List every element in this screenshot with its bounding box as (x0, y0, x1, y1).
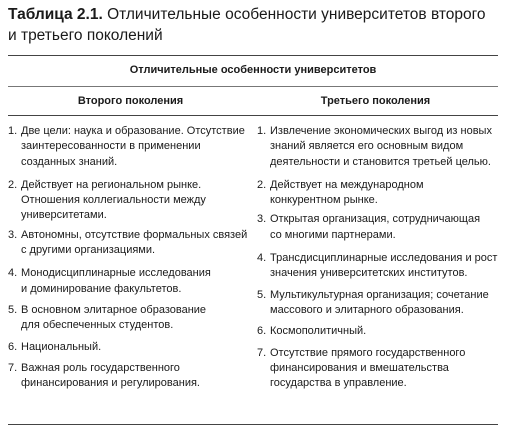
item-number: 7. (257, 346, 267, 359)
item-text-line: финансирования и вмешательства (270, 361, 449, 374)
list-item (8, 266, 250, 297)
item-text-line: Открытая организация, сотрудничающая (270, 213, 481, 226)
item-text-line: деятельности и становится третьей целью. (270, 155, 491, 168)
item-number: 1. (8, 125, 18, 137)
list-item (8, 303, 250, 334)
item-number: 1. (257, 125, 267, 137)
list-item (257, 124, 498, 170)
item-number: 5. (257, 288, 267, 301)
item-text-line: Две цели: наука и образование. Отсутствие (21, 125, 245, 137)
list-item (8, 340, 250, 355)
span-header: Отличительные особенности университетов (129, 64, 377, 76)
item-text-line: Важная роль государственного (21, 361, 180, 374)
item-text (21, 266, 250, 297)
item-text-line: для обеспеченных студентов. (21, 319, 174, 332)
item-number: 2. (257, 178, 267, 191)
item-text (270, 288, 498, 319)
table-bottom-rule (8, 424, 498, 425)
item-text (270, 178, 498, 209)
item-text-line: Извлечение экономических выгод из новых (270, 125, 492, 137)
item-text-line: финансирования и регулирования. (21, 377, 200, 390)
list-item (8, 178, 250, 224)
item-text-line: Отношения коллегиальности между (21, 194, 206, 207)
table-caption (8, 4, 498, 46)
item-text-line: массового и элитарного образования. (270, 303, 464, 316)
column-header-third-generation: Третьего поколения (320, 95, 431, 107)
item-number: 4. (8, 267, 18, 280)
caption-line-1 (8, 4, 498, 25)
item-text (21, 124, 250, 170)
item-number: 6. (8, 340, 18, 353)
caption-label: Таблица 2.1. (8, 6, 103, 23)
list-item (257, 212, 498, 243)
item-number: 6. (257, 325, 267, 338)
item-text-line: знаний является его основным видом (270, 140, 464, 153)
item-text-line: Автономны, отсутствие формальных связей (21, 228, 248, 241)
list-item (8, 124, 250, 170)
item-text-line: и доминирование факультетов. (21, 282, 182, 295)
item-text (21, 178, 250, 224)
item-text-line: Действует на международном (270, 178, 424, 191)
item-text-line: Отсутствие прямого государственного (270, 346, 466, 359)
item-text-line: с другими организациями. (21, 244, 156, 257)
item-text-line: значения университетских институтов. (270, 267, 468, 280)
item-number: 2. (8, 178, 18, 191)
item-text (21, 340, 250, 355)
list-item (257, 324, 498, 339)
item-text-line: Космополитичный. (270, 325, 367, 338)
caption-text-line-2: и третьего поколений (8, 27, 163, 44)
column-third-generation (257, 124, 498, 391)
list-item (257, 346, 498, 392)
item-number: 5. (8, 303, 18, 316)
item-text (21, 303, 250, 334)
column-second-generation (8, 124, 250, 391)
list-item (257, 178, 498, 209)
item-text-line: созданных знаний. (21, 155, 118, 168)
table-top-rule (8, 55, 498, 56)
item-text-line: заинтересованности в применении (21, 140, 201, 153)
item-text-line: Монодисциплинарные исследования (21, 267, 211, 280)
item-text (270, 124, 498, 170)
column-header-second-generation: Второго поколения (77, 95, 184, 107)
item-text-line: Действует на региональном рынке. (21, 178, 202, 191)
item-text-line: университетами. (21, 209, 107, 222)
item-text-line: Трансдисциплинарные исследования и рост (270, 252, 498, 265)
caption-text-line-1: Отличительные особенности университетов второго (107, 6, 486, 23)
item-text (270, 346, 498, 392)
item-number: 3. (257, 213, 267, 226)
item-text-line: Мультикультурная организация; сочетание (270, 288, 489, 301)
item-number: 7. (8, 361, 18, 374)
item-text (270, 324, 498, 339)
list-item (257, 288, 498, 319)
list-item (8, 361, 250, 392)
item-text-line: конкурентном рынке. (270, 194, 378, 207)
item-text (21, 228, 250, 259)
item-text-line: Национальный. (21, 340, 102, 353)
item-text (270, 251, 498, 282)
item-text-line: государства в управление. (270, 377, 407, 390)
list-item (8, 228, 250, 259)
item-number: 3. (8, 228, 18, 241)
list-item (257, 251, 498, 282)
item-text (21, 361, 250, 392)
item-text-line: В основном элитарное образование (21, 303, 207, 316)
item-text-line: со многими партнерами. (270, 228, 396, 241)
header-bottom-rule (8, 115, 498, 116)
item-text (270, 212, 498, 243)
item-number: 4. (257, 252, 267, 265)
span-header-rule (8, 86, 498, 87)
